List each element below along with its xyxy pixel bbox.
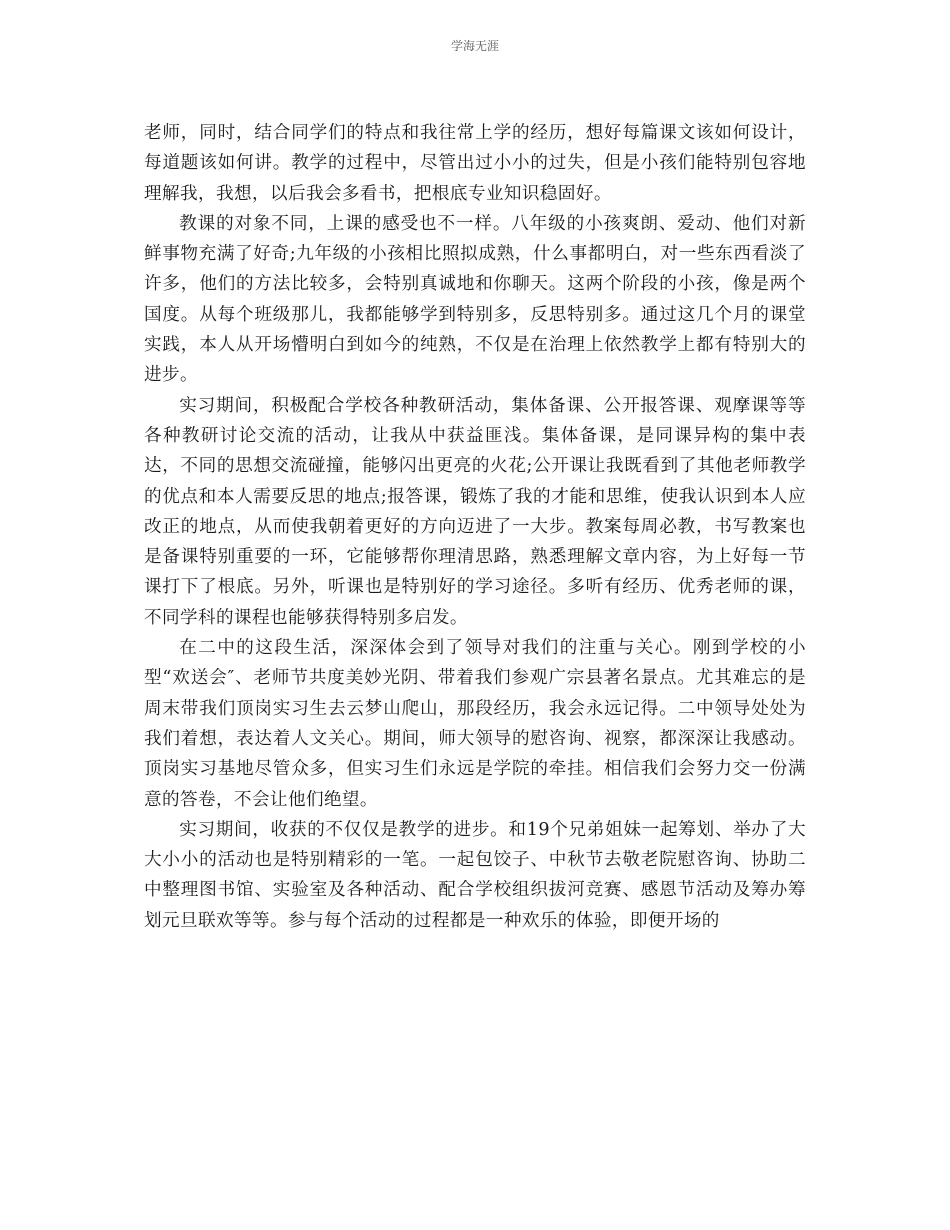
document-body (144, 118, 806, 936)
paragraph: 教课的对象不同，上课的感受也不一样。八年级的小孩爽朗、爱动、他们对新鲜事物充满了好奇;九年级的小孩相比照拟成熟，什么事都明白，对一些东西看淡了许多，他们的方法比较多，会特别真诚地和你聊天。这两个阶段的小孩，像是两个国度。从每个班级那儿，我都能够学到特别多，反思特别多。通过这几个月的课堂实践，本人从开场懵明白到如今的纯熟，不仅是在治理上依然教学上都有特别大的进步。 (144, 213, 806, 386)
paragraph-continued: 老师，同时，结合同学们的特点和我往常上学的经历，想好每篇课文该如何设计，每道题该如何讲。教学的过程中，尽管出过小小的过失，但是小孩们能特别包容地理解我，我想，以后我会多看书，把根底专业知识稳固好。 (144, 123, 806, 204)
page-header: 学海无涯 (450, 39, 499, 53)
paragraph: 实习期间，积极配合学校各种教研活动，集体备课、公开报答课、观摩课等等各种教研讨论交流的活动，让我从中获益匪浅。集体备课，是同课异构的集中表达，不同的思想交流碰撞，能够闪出更亮的火花;公开课让我既看到了其他老师教学的优点和本人需要反思的地点;报答课，锻炼了我的才能和思维，使我认识到本人应改正的地点，从而使我朝着更好的方向迈进了一大步。教案每周必教，书写教案也是备课特别重要的一环，它能够帮你理清思路，熟悉理解文章内容，为上好每一节课打下了根底。另外，听课也是特别好的学习途径。多听有经历、优秀老师的课，不同学科的课程也能够获得特别多启发。 (144, 395, 806, 628)
paragraph: 在二中的这段生活，深深体会到了领导对我们的注重与关心。刚到学校的小型“欢送会″、老师节共度美妙光阴、带着我们参观广宗县著名景点。尤其难忘的是周末带我们顶岗实习生去云梦山爬山，那段经历，我会永远记得。二中领导处处为我们着想，表达着人文关心。期间，师大领导的慰咨询、视察，都深深让我感动。顶岗实习基地尽管众多，但实习生们永远是学院的牵挂。相信我们会努力交一份满意的答卷，不会让他们绝望。 (144, 638, 806, 810)
paragraph: 实习期间，收获的不仅仅是教学的进步。和19个兄弟姐妹一起筹划、举办了大大小小的活动也是特别精彩的一笔。一起包饺子、中秋节去敬老院慰咨询、协助二中整理图书馆、实验室及各种活动、配合学校组织拔河竞赛、感恩节活动及筹办筹划元旦联欢等等。参与每个活动的过程都是一种欢乐的体验，即便开场的 (144, 819, 806, 931)
